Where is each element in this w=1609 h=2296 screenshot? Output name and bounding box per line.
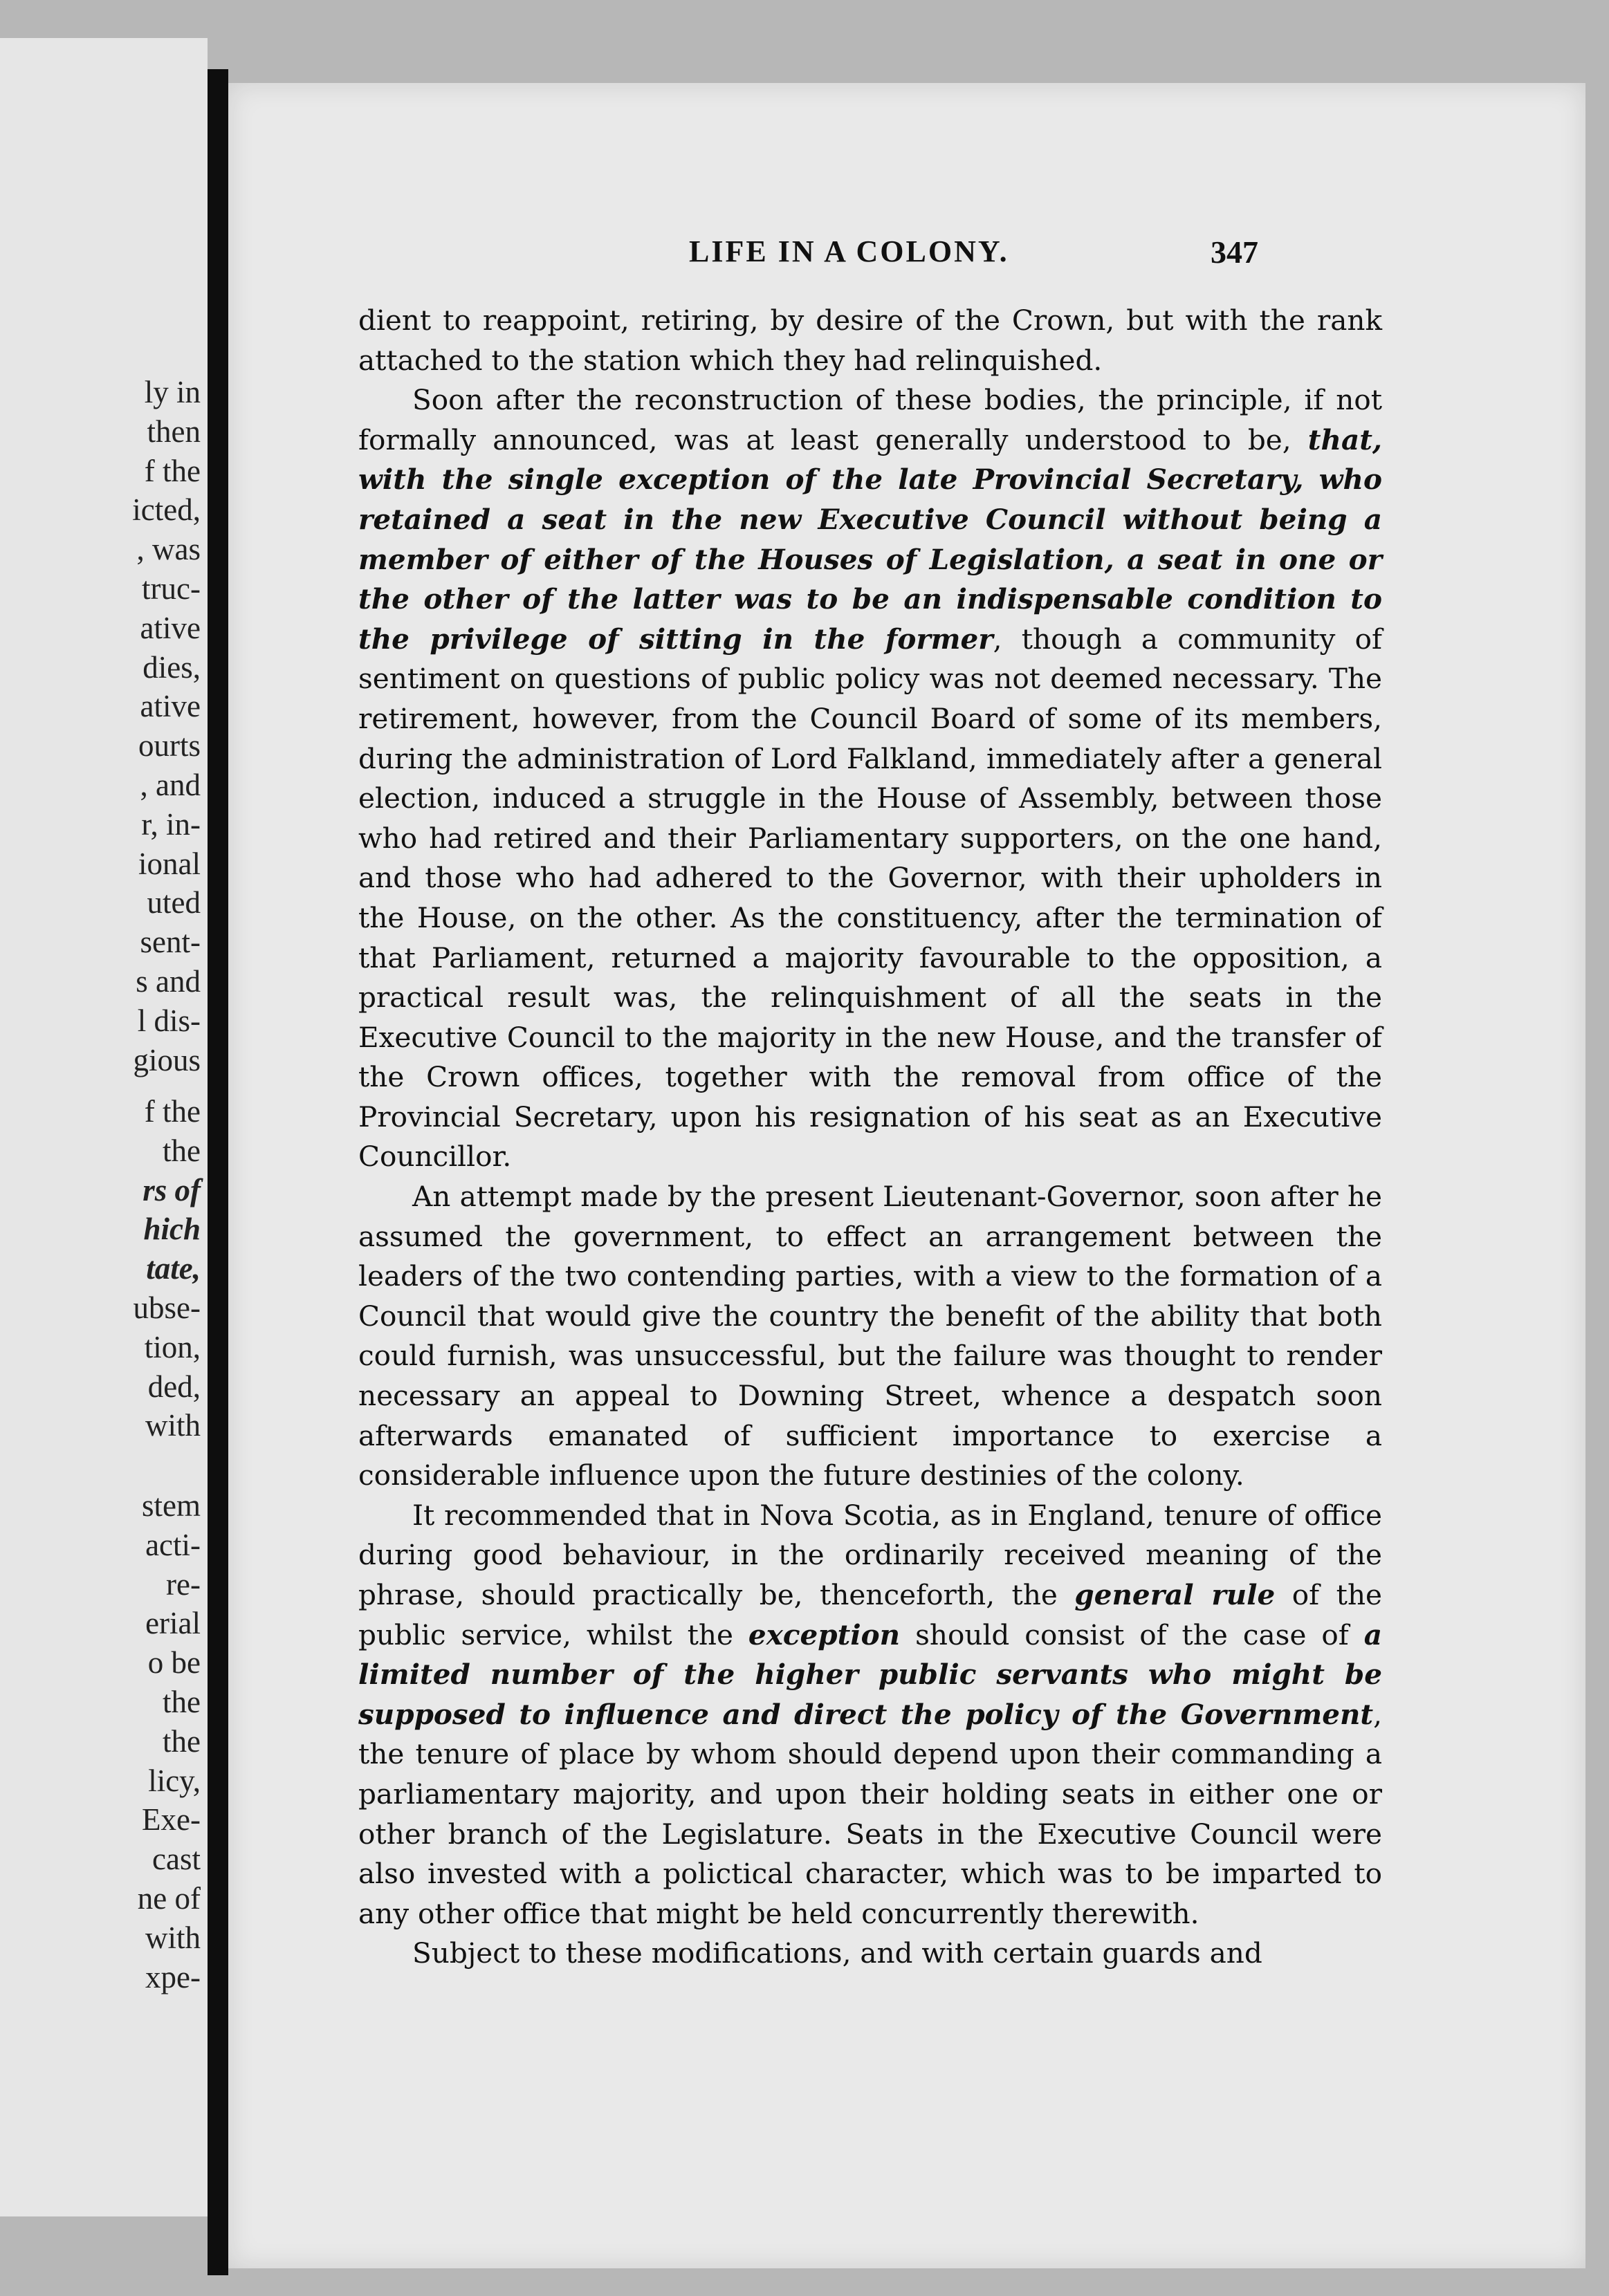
facing-page-line-fragment: with [145,1408,201,1443]
facing-page-line-fragment: ne of [137,1881,201,1916]
paragraph [358,301,1382,380]
facing-page-line-fragment: stem [142,1488,201,1523]
facing-page-line-fragment: cast [152,1842,201,1877]
facing-page-edge [0,38,208,2216]
facing-page-line-fragment: sent- [140,925,201,960]
text-run: dient to reappoint, retiring, by desire of the Crown, but with the rank attached to the station which they had relinquished. [358,304,1382,377]
facing-page-line-fragment: the [163,1723,201,1759]
facing-page-line-fragment: acti- [145,1527,201,1562]
italic-text-run: general rule [1074,1578,1276,1611]
text-run: Soon after the reconstruction of these bodies, the principle, if not formally announced, was at least generally understood to be, [358,383,1382,456]
facing-page-line-fragment: l dis- [137,1003,201,1038]
facing-page-line-fragment: xpe- [145,1959,201,1994]
text-run: Subject to these modifications, and with certain guards and [412,1936,1262,1970]
facing-page-line-fragment: ourts [138,728,201,763]
text-run: of the public service, whilst the [358,1578,1382,1651]
facing-page-line-fragment: Exe- [142,1802,201,1837]
facing-page-line-fragment: ative [140,610,201,645]
facing-page-line-fragment: rs of [142,1172,201,1207]
facing-page-line-fragment: ional [138,846,201,881]
facing-page-line-fragment: tion, [144,1329,201,1364]
book-gutter-shadow [208,69,228,2275]
text-run: It recommended that in Nova Scotia, as in England, tenure of office during good behaviour, in the ordinarily received meaning of the phrase, should practically be, thenceforth, the [358,1498,1382,1611]
facing-page-line-fragment: gious [133,1042,201,1077]
facing-page-line-fragment: ative [140,689,201,724]
paragraph [358,1496,1382,1934]
text-run: , though a community of sentiment on questions of public policy was not deemed necessary. The retirement, however, from the Council Board of some of its members, during the administration of Lord Falkland, immediately after a general election, induced a struggle in the House of Assembly, between those who had retired and their Parliamentary supporters, on the one hand, and those who had adhered to the Governor, with their upholders in the House, on the other. As the constituency, after the termination of that Parliament, returned a majority favourable to the opposition, a practical result was, the relinquishment of all the seats in the Executive Council to the majority in the new House, and the transfer of the Crown offices, together with the removal from office of the Provincial Secretary, upon his resignation of his seat as an Executive Councillor. [358,622,1383,1174]
facing-page-line-fragment: r, in- [141,806,201,842]
facing-page-line-fragment: f the [144,453,201,488]
facing-page-line-fragment: truc- [142,571,201,606]
facing-page-line-fragment: ded, [147,1369,201,1404]
text-run: , the tenure of place by whom should depend upon their commanding a parliamentary majority, and upon their holding seats in either one or other branch of the Legislature. Seats in the Executive Council were also invested with a polictical character, which was to be imparted to any other office that might be held concurrently therewith. [358,1697,1382,1930]
facing-page-line-fragment: dies, [142,649,201,685]
italic-text-run: that, with the single exception of the late Provincial Secretary, who retained a seat in the new Executive Council without being a member of either of the Houses of Legislation, a seat in one or the other of the latter was to be an indispensable condition to the privilege of sitting in the former [358,423,1382,656]
facing-page-line-fragment: hich [143,1212,201,1247]
page-number: 347 [1211,234,1258,270]
text-run: should consist of the case of [900,1618,1364,1651]
paragraph [358,380,1382,1177]
page-header [228,234,1585,275]
running-title: LIFE IN A COLONY. [689,234,1009,268]
facing-page-line-fragment: re- [166,1566,201,1602]
facing-page-line-fragment: icted, [132,492,201,528]
facing-page-line-fragment: with [145,1920,201,1955]
facing-page-line-fragment: the [163,1133,201,1168]
italic-text-run: a limited number of the higher public servants who might be supposed to influence and direct the policy of the Government [358,1618,1382,1731]
facing-page-line-fragment: licy, [148,1763,201,1798]
facing-page-line-fragment: , was [136,532,201,567]
facing-page-line-fragment: uted [147,885,201,920]
facing-page-line-fragment: ly in [144,375,201,409]
facing-page-line-fragment: then [147,414,201,449]
facing-page-line-fragment: erial [145,1606,201,1641]
facing-page-line-fragment: f the [144,1094,201,1129]
facing-page-line-fragment: s and [136,964,201,999]
italic-text-run: exception [748,1618,901,1651]
text-run: An attempt made by the present Lieutenant-Governor, soon after he assumed the government, to effect an arrangement between the leaders of the two contending parties, with a view to the formation of a Council that would give the country the benefit of the ability that both could furnish, was unsuccessful, but the failure was thought to render necessary an appeal to Downing Street, whence a despatch soon afterwards emanated of sufficient importance to exercise a considerable influence upon the future destinies of the colony. [358,1180,1382,1492]
paragraph [358,1934,1382,1974]
paragraph [358,1177,1382,1496]
book-page [228,83,1585,2268]
facing-page-line-fragment: , and [140,768,201,802]
facing-page-line-fragment: tate, [146,1251,201,1286]
facing-page-line-fragment: ubse- [133,1290,201,1325]
facing-page-line-fragment: the [163,1685,201,1719]
facing-page-line-fragment: o be [147,1645,201,1681]
body-text [358,301,1382,1974]
